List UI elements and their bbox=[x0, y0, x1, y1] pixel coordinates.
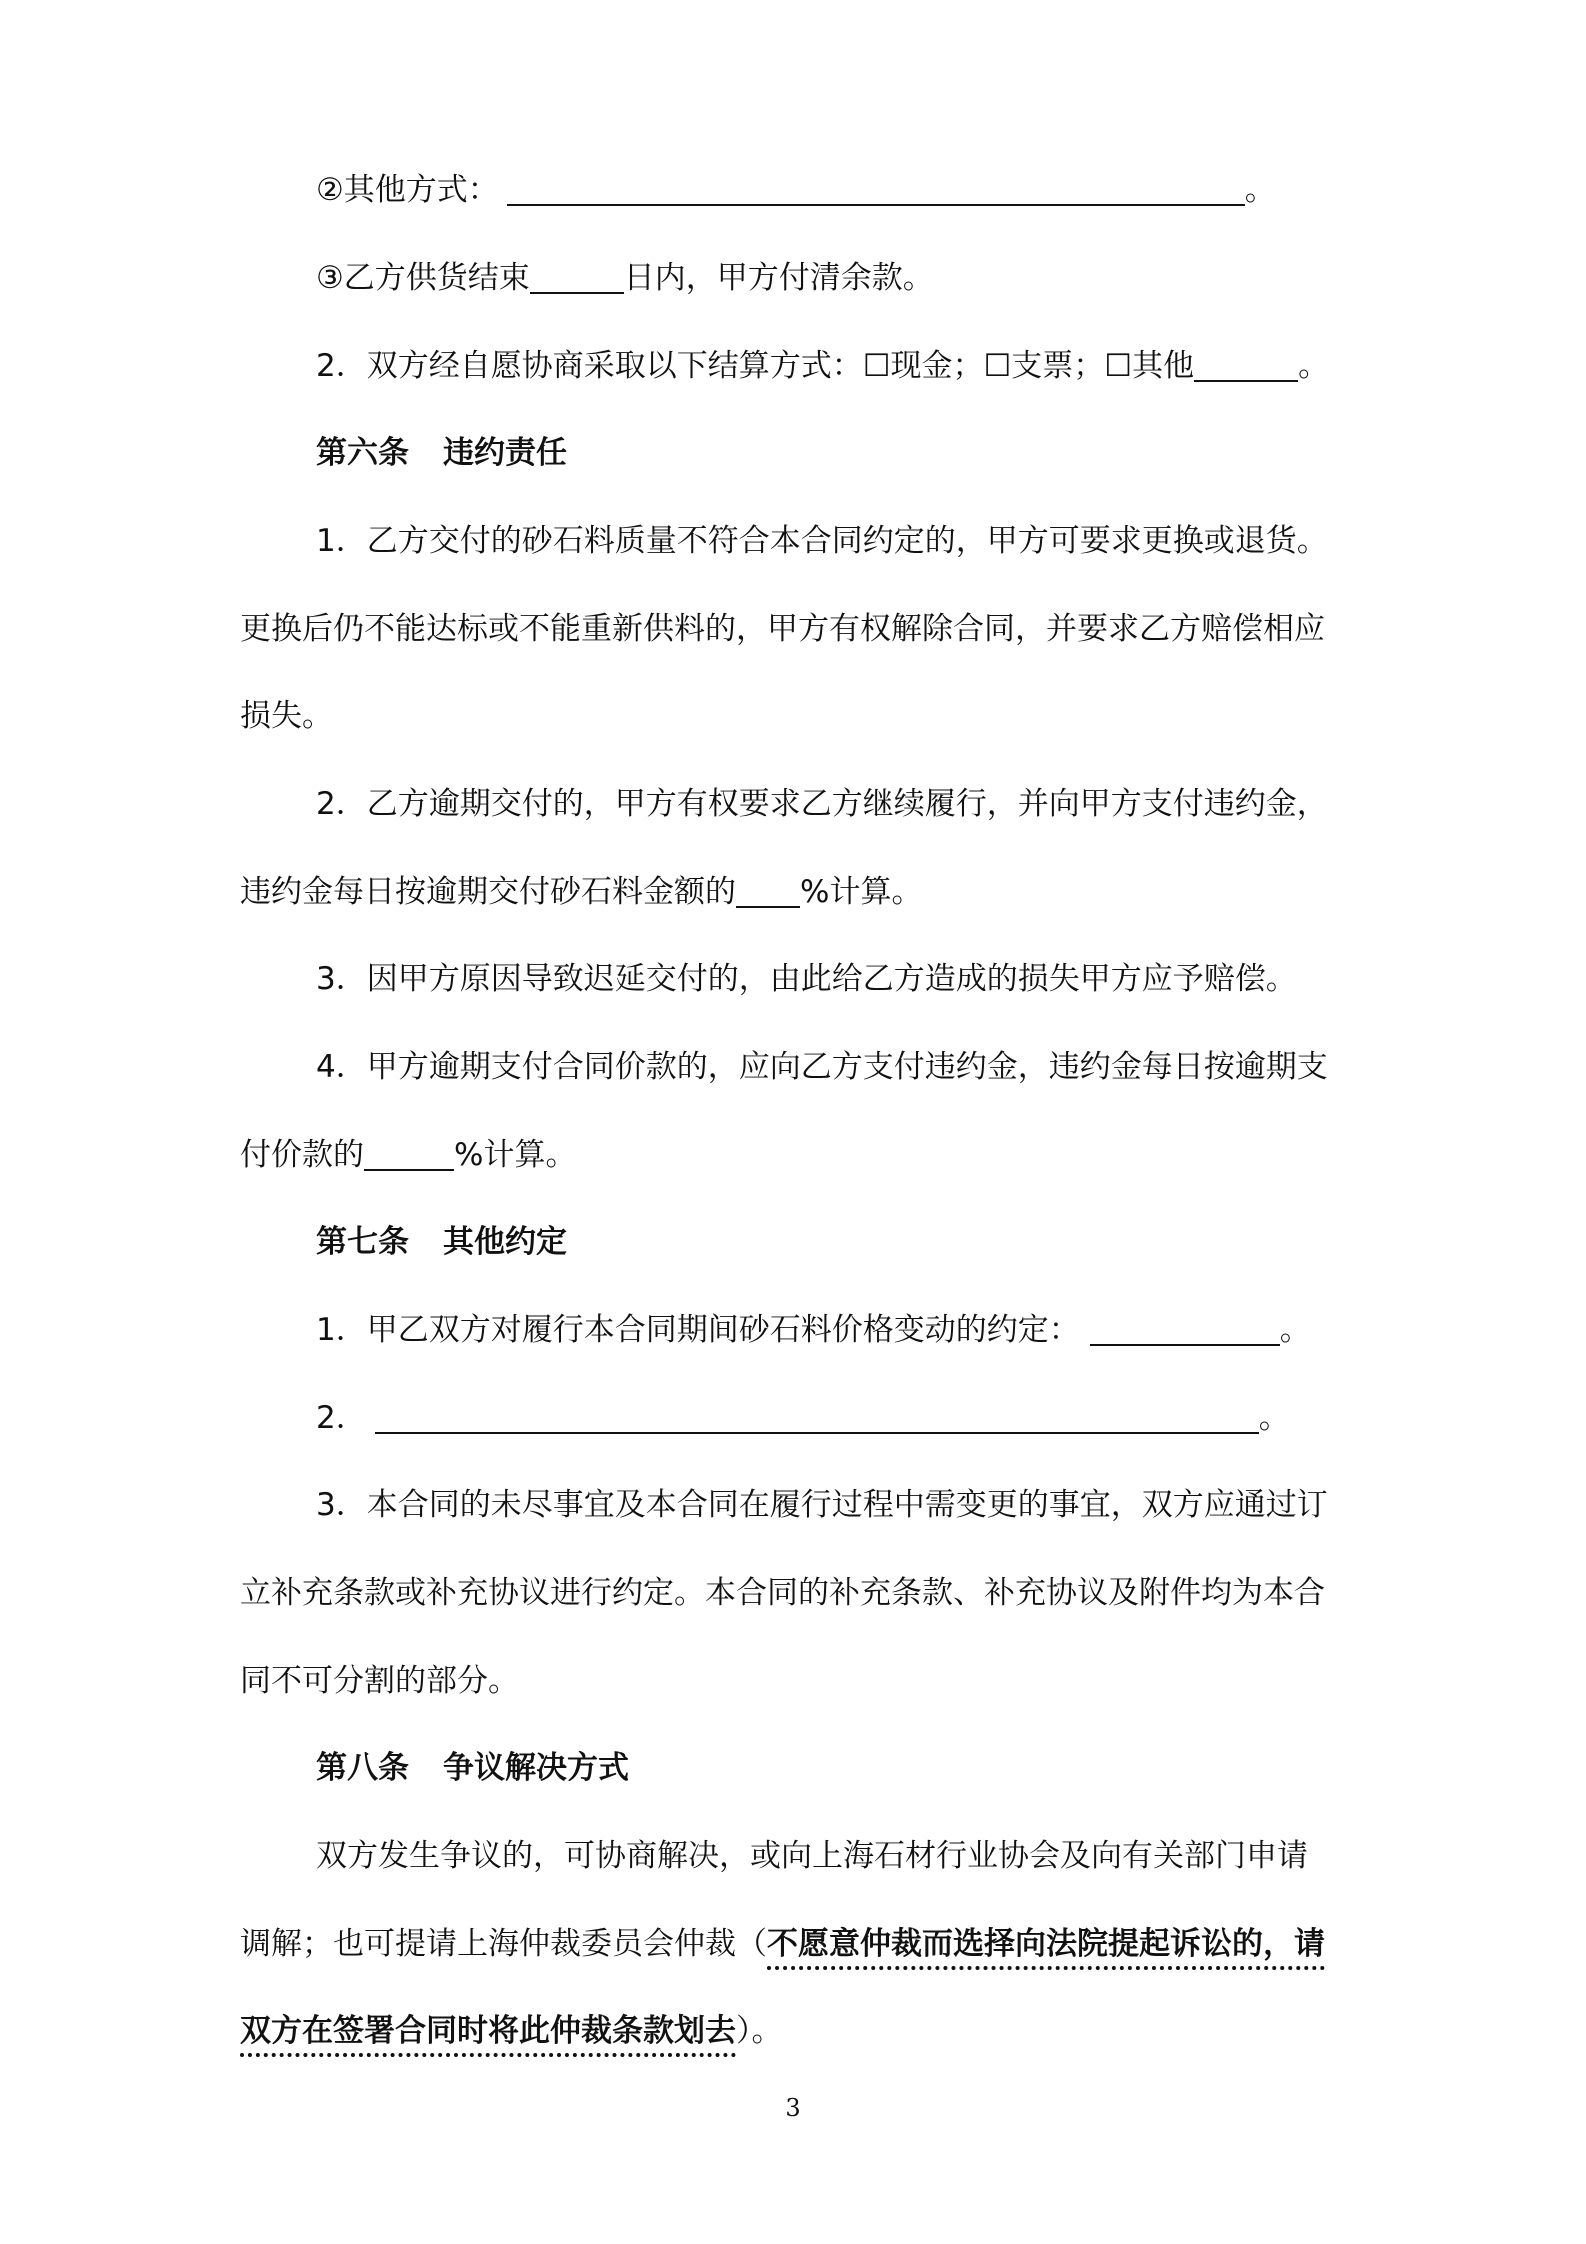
article6-p4-line1: 4．甲方逾期支付合同价款的，应向乙方支付违约金，违约金每日按逾期支 bbox=[316, 1049, 1328, 1085]
article6-p2-line2: 违约金每日按逾期交付砂石料金额的 %计算。 bbox=[240, 874, 923, 910]
price-change-blank bbox=[1090, 1314, 1280, 1346]
settlement-other-blank bbox=[1194, 350, 1298, 382]
article6-p2-line1: 2．乙方逾期交付的，甲方有权要求乙方继续履行，并向甲方支付违约金， bbox=[316, 786, 1328, 822]
settlement-method: 2．双方经自愿协商采取以下结算方式：☐现金；☐支票；☐其他 。 bbox=[316, 348, 1330, 384]
article6-p1-line3: 损失。 bbox=[240, 698, 333, 734]
article8-line2: 调解；也可提请上海仲裁委员会仲裁（不愿意仲裁而选择向法院提起诉讼的，请 bbox=[240, 1926, 1325, 1962]
article7-p3-line1: 3．本合同的未尽事宜及本合同在履行过程中需变更的事宜，双方应通过订 bbox=[316, 1487, 1328, 1523]
article8-line1: 双方发生争议的，可协商解决，或向上海石材行业协会及向有关部门申请 bbox=[316, 1838, 1308, 1874]
article7-p3-line3: 同不可分割的部分。 bbox=[240, 1663, 519, 1699]
other-method-blank bbox=[507, 174, 1245, 206]
article7-p1: 1．甲乙双方对履行本合同期间砂石料价格变动的约定： 。 bbox=[316, 1312, 1311, 1348]
page-number: 3 bbox=[785, 2094, 801, 2122]
arbitration-note-emphasis: 不愿意仲裁而选择向法院提起诉讼的，请 bbox=[767, 1926, 1325, 1962]
article6-p1-line1: 1．乙方交付的砂石料质量不符合本合同约定的，甲方可要求更换或退货。 bbox=[316, 523, 1328, 559]
balance-days-blank bbox=[530, 262, 624, 294]
payment-delay-rate-blank bbox=[364, 1139, 454, 1171]
article6-p3: 3．因甲方原因导致迟延交付的，由此给乙方造成的损失甲方应予赔偿。 bbox=[316, 961, 1297, 997]
article6-p4-line2: 付价款的 %计算。 bbox=[240, 1137, 577, 1173]
delay-rate-blank bbox=[736, 876, 800, 908]
payment-balance: ③乙方供货结束 日内，甲方付清余款。 bbox=[316, 260, 934, 296]
article7-p2: 2． 。 bbox=[316, 1400, 1290, 1436]
other-agreement-blank bbox=[375, 1402, 1259, 1434]
article8-line3: 双方在签署合同时将此仲裁条款划去）。 bbox=[240, 2013, 783, 2049]
payment-other-method: ②其他方式： 。 bbox=[316, 172, 1276, 208]
article6-p1-line2: 更换后仍不能达标或不能重新供料的，甲方有权解除合同，并要求乙方赔偿相应 bbox=[240, 611, 1325, 647]
arbitration-note-emphasis-cont: 双方在签署合同时将此仲裁条款划去 bbox=[240, 2013, 736, 2049]
article8-heading: 第八条 争议解决方式 bbox=[316, 1750, 629, 1786]
article7-heading: 第七条 其他约定 bbox=[316, 1224, 567, 1260]
article7-p3-line2: 立补充条款或补充协议进行约定。本合同的补充条款、补充协议及附件均为本合 bbox=[240, 1575, 1325, 1611]
article6-heading: 第六条 违约责任 bbox=[316, 435, 567, 471]
